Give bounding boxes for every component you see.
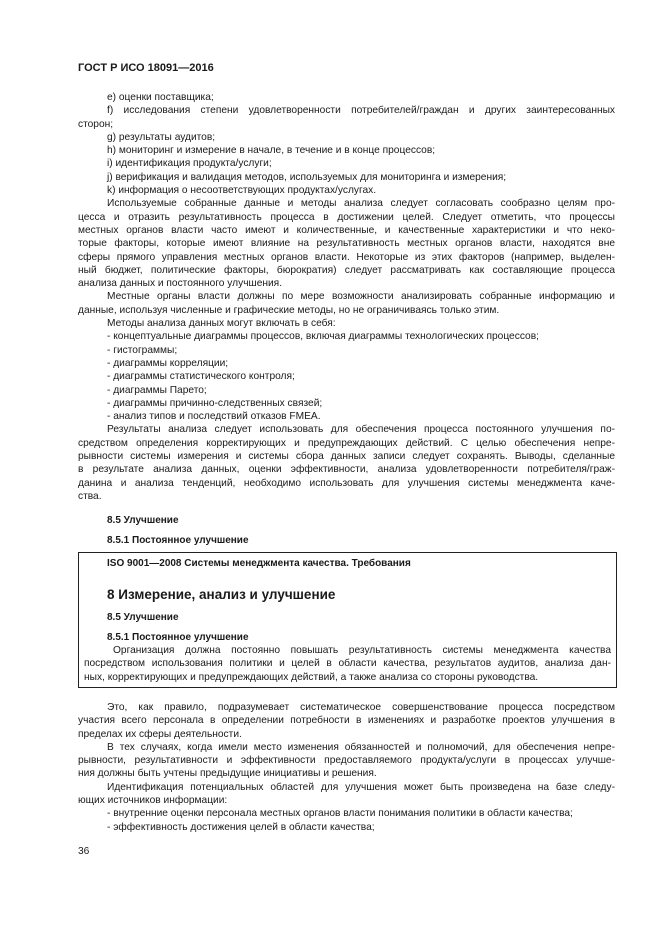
text-line: j) верификация и валидация методов, используемых для мониторинга и измерения;: [107, 171, 507, 183]
text-line: - внутренние оценки персонала местных органов власти понимания политики в области качества;: [107, 808, 573, 820]
text-line: Результаты анализа следует использовать для обеспечения процесса постоянного улучшения по-: [107, 424, 615, 436]
text-line: в результате анализа данных, оценки эффективности, анализа удовлетворенности потребителя/граж-: [78, 464, 615, 476]
quoted-standard-box: [78, 552, 617, 688]
text-line: Используемые собранные данные и методы анализа следует согласовать сообразно целям про-: [107, 198, 615, 210]
text-line: средством определения корректирующих и предупреждающих действий. С целью обеспечения непре-: [78, 437, 615, 449]
text-line: - диаграммы причинно-следственных связей;: [107, 397, 323, 409]
text-line: - эффективность достижения целей в области качества;: [107, 821, 375, 833]
box-chapter-heading: 8 Измерение, анализ и улучшение: [107, 587, 336, 602]
text-line: - гистограммы;: [107, 344, 178, 356]
text-line: ный бюджет, политические факторы, бюрократия) следует рассматривать как составляющие процесса: [78, 264, 615, 276]
text-line: ных, корректирующих и предупреждающих действий, а также анализа со стороны руководства.: [84, 671, 539, 683]
text-line: данина и анализа тенденций, необходимо использовать для улучшения системы менеджмента каче-: [78, 477, 615, 489]
text-line: Это, как правило, подразумевает систематическое совершенствование процесса посредством: [107, 702, 615, 713]
text-line: - диаграммы статистического контроля;: [107, 371, 295, 383]
text-line: рывности, результативности и эффективности предоставляемого продукта/услуги в процессах улучше-: [78, 755, 615, 767]
text-line: f) исследования степени удовлетворенности потребителей/граждан и других заинтересованных: [107, 105, 615, 117]
text-line: g) результаты аудитов;: [107, 131, 216, 143]
page-number: 36: [78, 846, 90, 857]
text-line: сторон;: [78, 118, 114, 130]
section-heading-8-5-1: 8.5.1 Постоянное улучшение: [107, 535, 249, 546]
text-line: Методы анализа данных могут включать в себя:: [107, 318, 336, 330]
text-line: сферы прямого управления местных органов власти. Некоторые из этих факторов (например, выделен-: [78, 251, 615, 263]
text-line: ства.: [78, 490, 102, 502]
text-line: данные, используя численные и графические методы, но не ограничиваясь только этим.: [78, 304, 500, 316]
text-line: - диаграммы Парето;: [107, 384, 207, 396]
body-text-top: [78, 91, 615, 503]
document-header: ГОСТ Р ИСО 18091—2016: [78, 62, 214, 74]
text-line: Идентификация потенциальных областей для улучшения может быть произведена на базе следу-: [107, 781, 615, 793]
text-line: В тех случаях, когда имели место изменения обязанностей и полномочий, для обеспечения непре-: [107, 741, 615, 753]
text-line: участия всего персонала в определении потребности в изменениях и разработке проектов улучшения в: [78, 715, 615, 727]
text-line: рывности системы измерения и системы сбора данных записи следует сохранять. Выводы, сделанные: [78, 451, 615, 463]
text-line: ния должны быть учтены предыдущие инициативы и решения.: [78, 768, 377, 780]
text-line: h) мониторинг и измерение в начале, в течение и в конце процессов;: [107, 145, 436, 157]
text-line: посредством использования политики и целей в области качества, результатов аудитов, анализа дан-: [84, 658, 611, 670]
text-line: ющих источников информации:: [78, 795, 228, 807]
section-heading-8-5: 8.5 Улучшение: [107, 515, 179, 526]
box-title: ISO 9001—2008 Системы менеджмента качества. Требования: [107, 558, 411, 569]
text-line: анализа данных и постоянного улучшения.: [78, 278, 283, 290]
text-line: - анализ типов и последствий отказов FMEA.: [107, 411, 321, 423]
box-paragraph: [84, 644, 611, 684]
text-line: местных органов власти часто имеют и количественные, и качественные характеристики и что неко-: [78, 224, 615, 236]
box-subheading-8-5-1: 8.5.1 Постоянное улучшение: [107, 632, 249, 643]
text-line: Организация должна постоянно повышать результативность системы менеджмента качества: [113, 645, 611, 656]
box-subheading-8-5: 8.5 Улучшение: [107, 612, 179, 623]
body-text-bottom: [78, 701, 615, 834]
text-line: торые факторы, которые имеют влияние на результативность местных органов власти, находятся вне: [78, 238, 615, 250]
text-line: цесса и отразить результативность процесса в достижении целей. Следует отметить, что процессы: [78, 211, 615, 223]
text-line: - концептуальные диаграммы процессов, включая диаграммы технологических процессов;: [107, 331, 539, 343]
text-line: Местные органы власти должны по мере возможности анализировать собранные информацию и: [107, 291, 615, 303]
text-line: i) идентификация продукта/услуги;: [107, 158, 272, 170]
text-line: k) информация о несоответствующих продуктах/услугах.: [107, 185, 377, 197]
text-line: пределах их сферы деятельности.: [78, 728, 242, 740]
text-line: e) оценки поставщика;: [107, 92, 214, 103]
text-line: - диаграммы корреляции;: [107, 357, 229, 369]
